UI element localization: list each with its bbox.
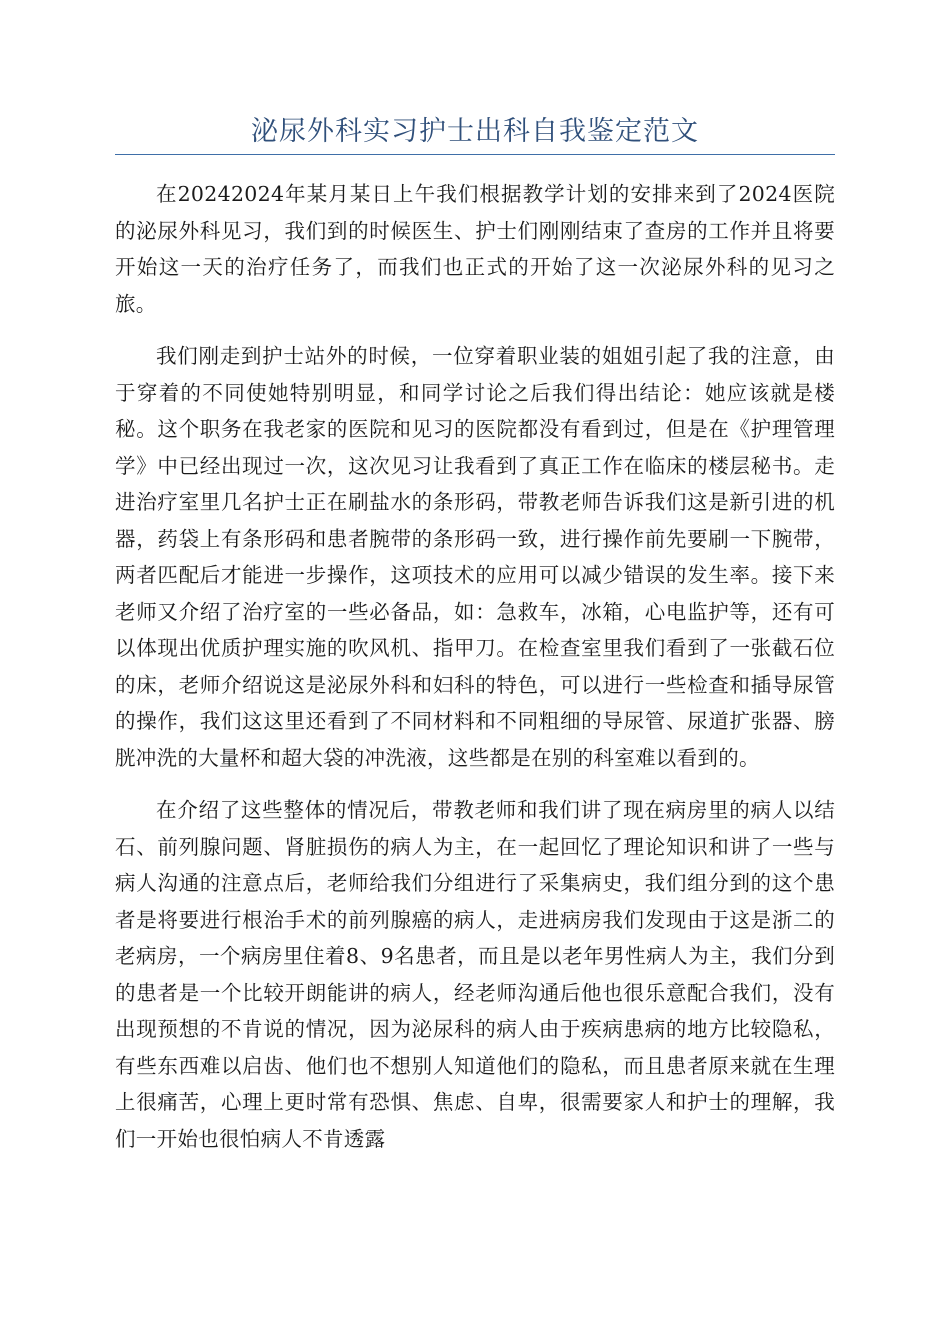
document-body [115, 176, 835, 1173]
paragraph-3: 在介绍了这些整体的情况后，带教老师和我们讲了现在病房里的病人以结石、前列腺问题、肾脏损伤的病人为主，在一起回忆了理论知识和讲了一些与病人沟通的注意点后，老师给我们分组进行了采集病史，我们组分到的这个患者是将要进行根治手术的前列腺癌的病人，走进病房我们发现由于这是浙二的老病房，一个病房里住着8、9名患者，而且是以老年男性病人为主，我们分到的患者是一个比较开朗能讲的病人，经老师沟通后他也很乐意配合我们，没有出现预想的不肯说的情况，因为泌尿科的病人由于疾病患病的地方比较隐私，有些东西难以启齿、他们也不想别人知道他们的隐私，而且患者原来就在生理上很痛苦，心理上更时常有恐惧、焦虑、自卑，很需要家人和护士的理解，我们一开始也很怕病人不肯透露 [115, 798, 835, 1151]
document-title: 泌尿外科实习护士出科自我鉴定范文 [251, 116, 699, 147]
paragraph-1: 在20242024年某月某日上午我们根据教学计划的安排来到了2024医院的泌尿外科见习，我们到的时候医生、护士们刚刚结束了查房的工作并且将要开始这一天的治疗任务了，而我们也正式的开始了这一次泌尿外科的见习之旅。 [115, 182, 835, 316]
title-underline [115, 154, 835, 155]
paragraph-2: 我们刚走到护士站外的时候，一位穿着职业装的姐姐引起了我的注意，由于穿着的不同使她特别明显，和同学讨论之后我们得出结论：她应该就是楼秘。这个职务在我老家的医院和见习的医院都没有看到过，但是在《护理管理学》中已经出现过一次，这次见习让我看到了真正工作在临床的楼层秘书。走进治疗室里几名护士正在刷盐水的条形码，带教老师告诉我们这是新引进的机器，药袋上有条形码和患者腕带的条形码一致，进行操作前先要刷一下腕带，两者匹配后才能进一步操作，这项技术的应用可以减少错误的发生率。接下来老师又介绍了治疗室的一些必备品，如：急救车，冰箱，心电监护等，还有可以体现出优质护理实施的吹风机、指甲刀。在检查室里我们看到了一张截石位的床，老师介绍说这是泌尿外科和妇科的特色，可以进行一些检查和插导尿管的操作，我们这这里还看到了不同材料和不同粗细的导尿管、尿道扩张器、膀胱冲洗的大量杯和超大袋的冲洗液，这些都是在别的科室难以看到的。 [115, 344, 835, 770]
